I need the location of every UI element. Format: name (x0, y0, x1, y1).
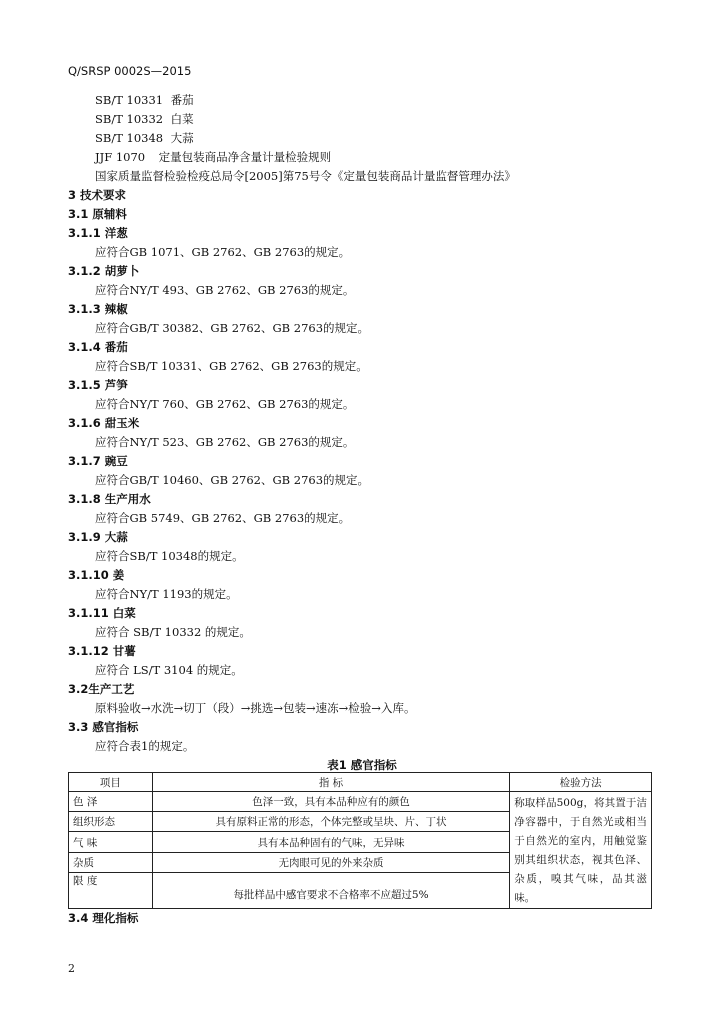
section-heading: 3.3 感官指标 (68, 720, 139, 734)
ref-name: 大蒜 (170, 131, 194, 145)
item-text: 应符合GB/T 30382、GB 2762、GB 2763的规定。 (95, 321, 370, 335)
section-heading: 3.4 理化指标 (68, 911, 139, 925)
ref-name: 番茄 (170, 93, 194, 107)
item-text: 应符合 LS/T 3104 的规定。 (95, 663, 243, 677)
section-heading: 3.2生产工艺 (68, 682, 135, 696)
item-heading: 3.1.4 番茄 (68, 340, 128, 354)
table-row (69, 792, 652, 812)
row-spec: 具有原料正常的形态，个体完整或呈块、片、丁状 (152, 812, 509, 832)
ref-code: SB/T 10331 (95, 93, 164, 107)
item-heading: 3.1.5 芦笋 (68, 378, 128, 392)
item-heading: 3.1.6 甜玉米 (68, 416, 140, 430)
ref-code: JJF 1070 (95, 150, 146, 164)
row-item: 组织形态 (69, 812, 153, 832)
item-text: 应符合SB/T 10348的规定。 (95, 549, 244, 563)
item-text: 应符合 SB/T 10332 的规定。 (95, 625, 251, 639)
header-item: 项目 (69, 773, 153, 792)
row-spec: 无肉眼可见的外来杂质 (152, 852, 509, 872)
ref-name: 白菜 (170, 112, 194, 126)
ref-name: 定量包装商品净含量计量检验规则 (158, 150, 332, 164)
row-item: 气 味 (69, 832, 153, 852)
item-heading: 3.1.12 甘薯 (68, 644, 136, 658)
header-spec: 指 标 (152, 773, 509, 792)
sensory-table (68, 772, 652, 909)
item-text: 应符合GB 1071、GB 2762、GB 2763的规定。 (95, 245, 351, 259)
item-heading: 3.1.11 白菜 (68, 606, 136, 620)
item-text: 应符合GB 5749、GB 2762、GB 2763的规定。 (95, 511, 351, 525)
item-heading: 3.1.9 大蒜 (68, 530, 128, 544)
page-number: 2 (68, 962, 75, 975)
row-item: 限 度 (69, 872, 153, 908)
item-heading: 3.1.10 姜 (68, 568, 125, 582)
section-text: 应符合表1的规定。 (95, 739, 195, 753)
row-spec: 每批样品中感官要求不合格率不应超过5% (152, 872, 509, 908)
table-header-row (69, 773, 652, 792)
ref-line (95, 112, 194, 126)
item-text: 应符合SB/T 10331、GB 2762、GB 2763的规定。 (95, 359, 368, 373)
table-caption: 表1 感官指标 (327, 758, 397, 772)
item-heading: 3.1.8 生产用水 (68, 492, 151, 506)
header-method: 检验方法 (510, 773, 652, 792)
item-text: 应符合GB/T 10460、GB 2762、GB 2763的规定。 (95, 473, 370, 487)
section-heading: 3 技术要求 (68, 188, 127, 202)
item-heading: 3.1.7 豌豆 (68, 454, 128, 468)
standard-code-header: Q/SRSP 0002S—2015 (68, 64, 192, 78)
ref-line (95, 131, 194, 145)
item-heading: 3.1.1 洋葱 (68, 226, 128, 240)
row-spec: 色泽一致，具有本品种应有的颜色 (152, 792, 509, 812)
process-text: 原料验收→水洗→切丁（段）→挑选→包装→速冻→检验→入库。 (95, 701, 416, 715)
item-heading: 3.1.3 辣椒 (68, 302, 128, 316)
item-text: 应符合NY/T 1193的规定。 (95, 587, 238, 601)
section-heading: 3.1 原辅料 (68, 207, 127, 221)
ref-code: SB/T 10348 (95, 131, 164, 145)
ref-line: 国家质量监督检验检疫总局令[2005]第75号令《定量包装商品计量监督管理办法》 (95, 169, 516, 183)
item-text: 应符合NY/T 523、GB 2762、GB 2763的规定。 (95, 435, 355, 449)
ref-code: SB/T 10332 (95, 112, 164, 126)
item-heading: 3.1.2 胡萝卜 (68, 264, 140, 278)
method-cell: 称取样品500g，将其置于洁净容器中，于自然光或相当于自然光的室内，用触觉鉴别其组织状态，视其色泽、杂质，嗅其气味，品其滋味。 (510, 792, 652, 909)
ref-line (95, 150, 331, 164)
item-text: 应符合NY/T 493、GB 2762、GB 2763的规定。 (95, 283, 355, 297)
row-item: 杂质 (69, 852, 153, 872)
ref-line (95, 93, 194, 107)
row-item: 色 泽 (69, 792, 153, 812)
item-text: 应符合NY/T 760、GB 2762、GB 2763的规定。 (95, 397, 355, 411)
row-spec: 具有本品种固有的气味，无异味 (152, 832, 509, 852)
